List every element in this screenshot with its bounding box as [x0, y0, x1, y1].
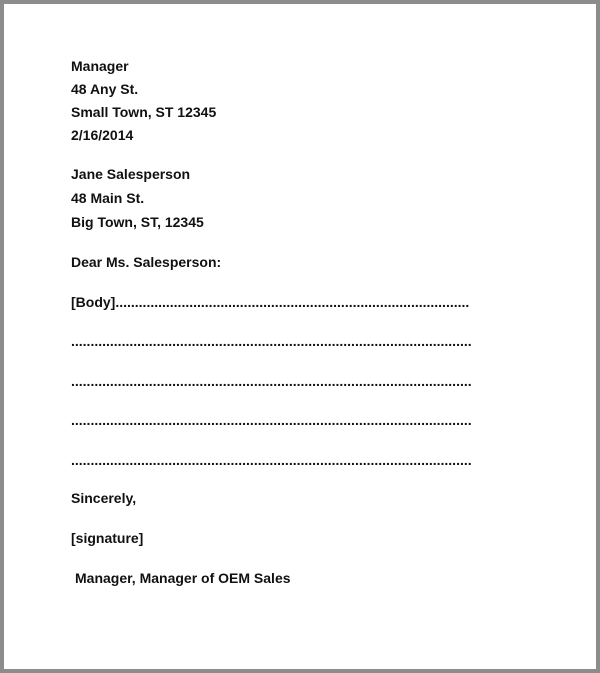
body-first-line: [Body]........................................................................................... [71, 294, 470, 310]
body-line: ....................................................................................................... [71, 452, 472, 468]
recipient-street: 48 Main St. [71, 190, 145, 206]
sender-street: 48 Any St. [71, 81, 139, 97]
signature-placeholder: [signature] [71, 530, 144, 546]
salutation: Dear Ms. Salesperson: [71, 254, 222, 270]
signer-name: Manager, Manager of OEM Sales [75, 570, 291, 586]
sender-city-line: Small Town, ST 12345 [71, 104, 217, 120]
letter-date: 2/16/2014 [71, 127, 134, 143]
closing: Sincerely, [71, 490, 137, 506]
recipient-name: Jane Salesperson [71, 166, 191, 182]
body-line: ....................................................................................................... [71, 333, 472, 349]
body-line: ....................................................................................................... [71, 412, 472, 428]
body-line: ....................................................................................................... [71, 373, 472, 389]
recipient-city-line: Big Town, ST, 12345 [71, 214, 204, 230]
sender-title: Manager [71, 58, 129, 74]
